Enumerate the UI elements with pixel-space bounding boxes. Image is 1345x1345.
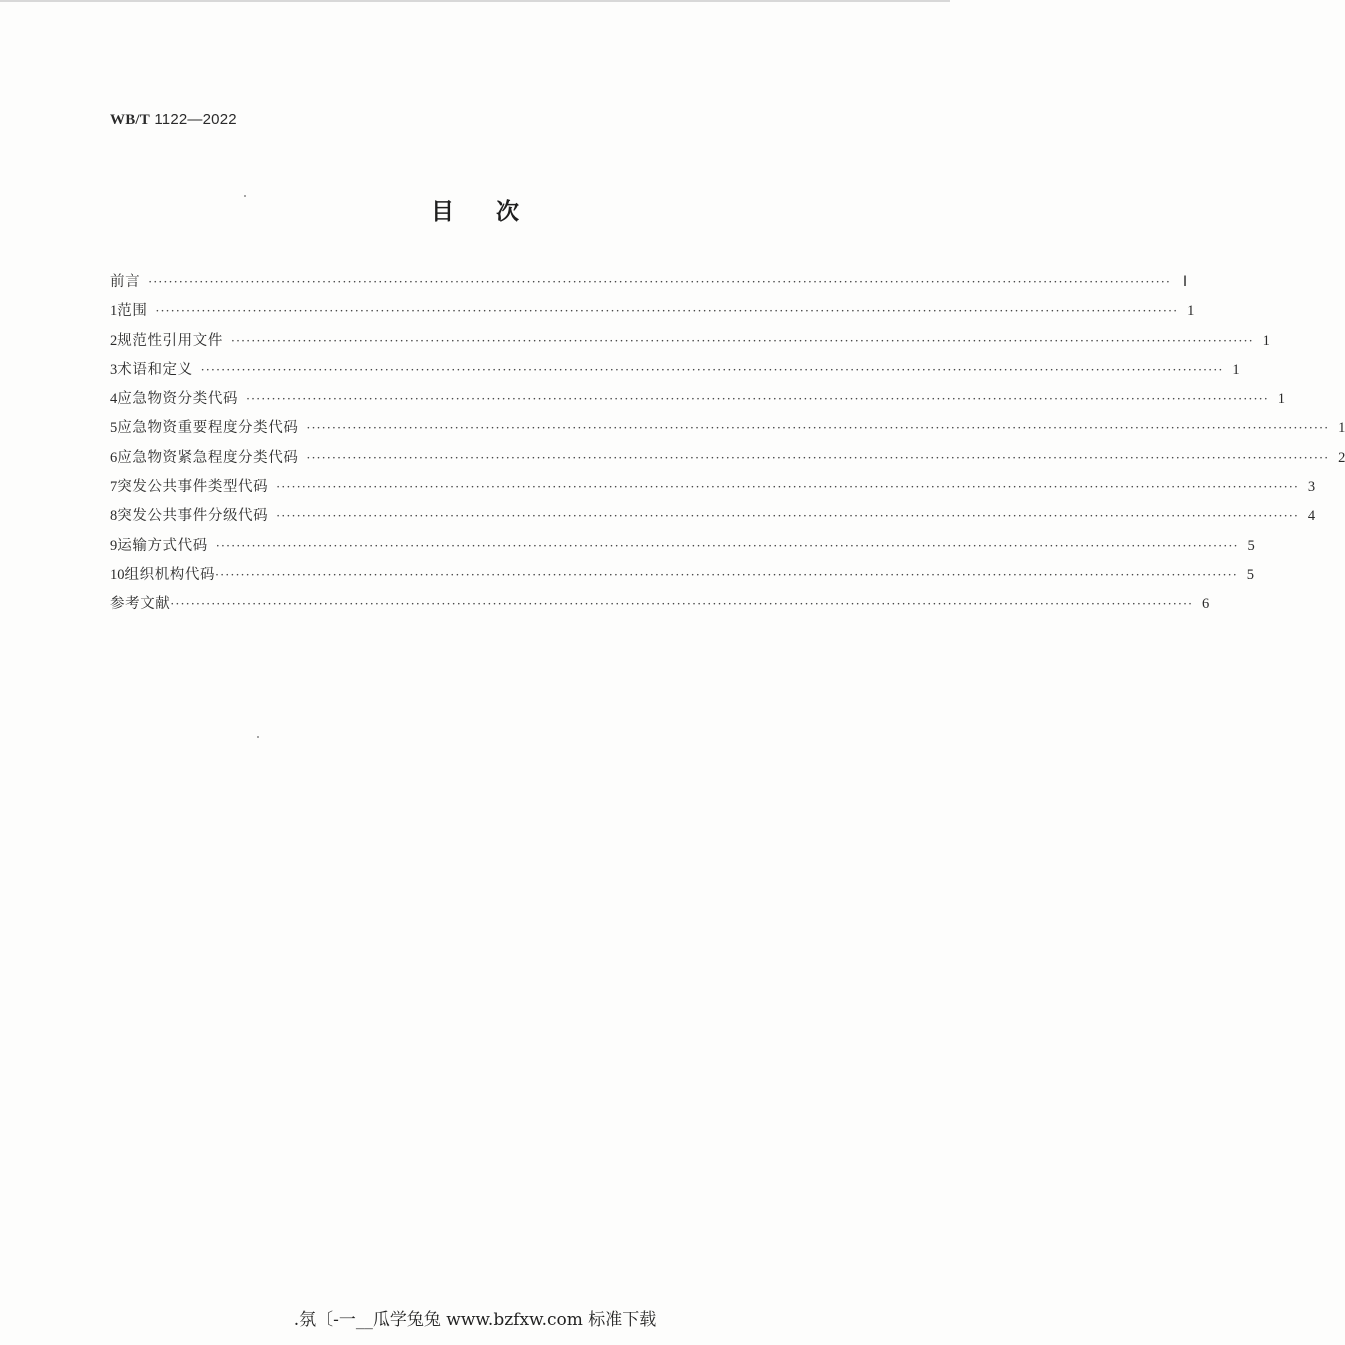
toc-entry-number: 1	[110, 303, 118, 320]
toc-entry-label: 突发公共事件类型代码	[117, 479, 269, 496]
toc-entry-page: 1	[1262, 332, 1270, 349]
toc-entry-number: 3	[110, 361, 118, 378]
toc-entry-label: 突发公共事件分级代码	[117, 508, 269, 525]
toc-entry-page: Ⅰ	[1182, 274, 1188, 290]
page-title: 目次	[431, 199, 561, 225]
toc-entry-page: 1	[1232, 361, 1240, 378]
toc-entry-number: 10	[110, 566, 125, 583]
toc-entry-2[interactable]	[110, 329, 1270, 358]
toc-entry-label: 前言	[110, 274, 141, 290]
toc-entry-label: 应急物资分类代码	[117, 391, 239, 408]
toc-entry-label: 运输方式代码	[117, 537, 208, 554]
toc-leader-dots: ········································································································································································································	[246, 392, 1269, 407]
toc-leader-dots: ········································································································································································································	[215, 567, 1238, 582]
toc-entry-label: 组织机构代码	[124, 566, 216, 583]
toc-entry-10[interactable]	[110, 563, 1254, 592]
toc-entry-9[interactable]	[110, 534, 1255, 563]
toc-entry-label: 规范性引用文件	[117, 332, 223, 349]
toc-entry-1[interactable]	[110, 299, 1195, 328]
toc-leader-dots: ········································································································································································································	[230, 333, 1254, 348]
toc-entry-label: 参考文献	[110, 596, 171, 613]
footer-watermark: .氛〔-一__瓜学兔兔 www.bzfxw.com 标准下载	[293, 1310, 657, 1330]
toc-leader-dots: ········································································································································································································	[276, 480, 1300, 495]
toc-entry-8[interactable]	[110, 504, 1316, 533]
document-code-number: 1122—2022	[154, 111, 237, 128]
toc-entry-label: 应急物资紧急程度分类代码	[117, 449, 299, 466]
toc-entry-7[interactable]	[110, 475, 1316, 504]
toc-entry-page: 2	[1338, 449, 1345, 466]
toc-entry-3[interactable]	[110, 358, 1240, 387]
toc-entry-preface[interactable]	[110, 270, 1188, 299]
toc-entry-number: 7	[110, 479, 118, 496]
toc-entry-page: 5	[1246, 566, 1254, 583]
toc-entry-page: 1	[1338, 420, 1345, 437]
toc-entry-page: 6	[1202, 596, 1210, 613]
toc-entry-page: 3	[1307, 479, 1316, 496]
toc-entry-number: 9	[110, 537, 118, 554]
document-code	[110, 111, 237, 129]
toc-leader-dots: ········································································································································································································	[306, 450, 1330, 465]
table-of-contents	[110, 270, 1345, 622]
document-code-prefix: WB/T	[110, 112, 150, 128]
toc-leader-dots: ········································································································································································································	[148, 275, 1172, 289]
toc-entry-5[interactable]	[110, 416, 1345, 445]
toc-entry-page: 4	[1307, 508, 1316, 525]
toc-entry-number: 4	[110, 391, 118, 408]
toc-entry-4[interactable]	[110, 387, 1285, 416]
toc-leader-dots: ········································································································································································································	[155, 304, 1179, 319]
toc-entry-page: 1	[1277, 391, 1285, 408]
toc-entry-page: 1	[1187, 303, 1195, 320]
toc-leader-dots: ········································································································································································································	[215, 538, 1239, 553]
scan-edge	[0, 0, 950, 2]
toc-entry-number: 6	[110, 449, 118, 466]
toc-entry-label: 应急物资重要程度分类代码	[117, 420, 299, 437]
toc-leader-dots: ········································································································································································································	[306, 421, 1330, 436]
toc-leader-dots: ········································································································································································································	[276, 509, 1300, 524]
toc-leader-dots: ········································································································································································································	[170, 597, 1194, 612]
toc-entry-number: 2	[110, 332, 118, 349]
toc-entry-label: 术语和定义	[117, 361, 193, 378]
toc-entry-number: 8	[110, 508, 118, 525]
toc-entry-label: 范围	[117, 303, 148, 320]
scan-speck	[257, 736, 259, 738]
toc-entry-number: 5	[110, 420, 118, 437]
toc-entry-6[interactable]	[110, 446, 1345, 475]
toc-leader-dots: ········································································································································································································	[200, 362, 1224, 377]
toc-entry-references[interactable]	[110, 592, 1210, 621]
toc-entry-page: 5	[1247, 537, 1255, 554]
